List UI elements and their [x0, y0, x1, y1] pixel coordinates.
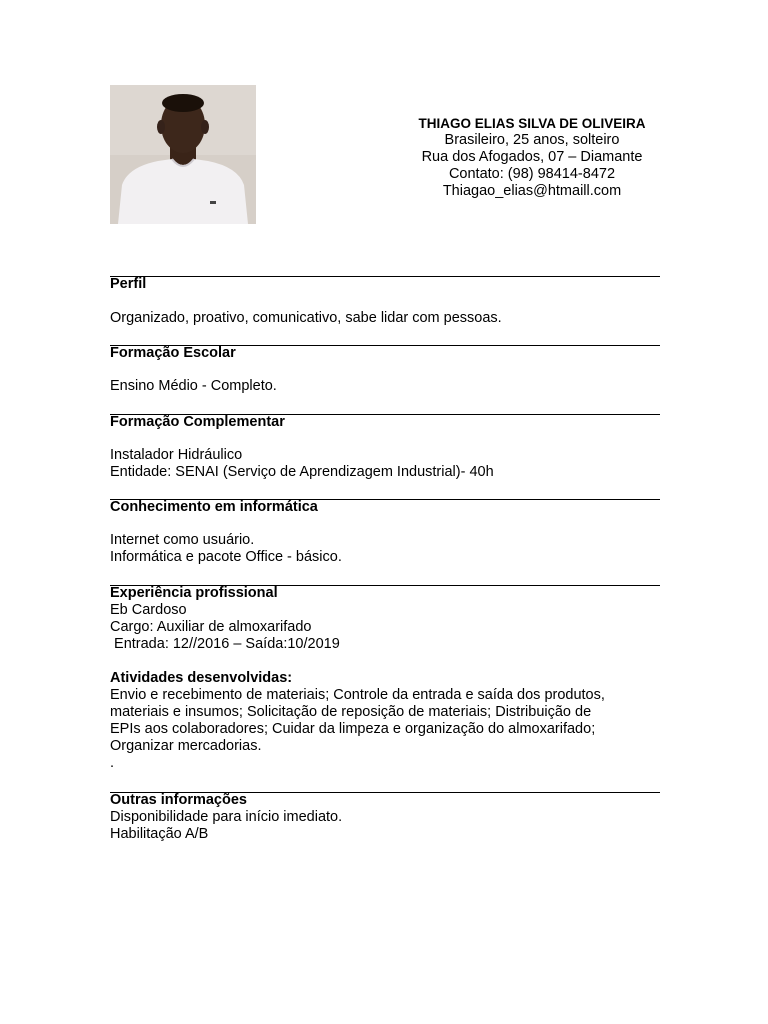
section-title: Formação Complementar	[110, 414, 285, 430]
section-formacao-escolar	[110, 345, 660, 395]
candidate-name: THIAGO ELIAS SILVA DE OLIVEIRA	[418, 116, 646, 131]
job-period: Entrada: 12//2016 – Saída:10/2019	[110, 636, 340, 652]
section-perfil	[110, 276, 660, 327]
trailing-dot: .	[110, 755, 115, 771]
section-outras-informacoes	[110, 792, 660, 843]
email: Thiagao_elias@htmaill.com	[442, 183, 622, 199]
section-title: Formação Escolar	[110, 345, 236, 361]
course-name: Instalador Hidráulico	[110, 447, 243, 463]
activities-text: materiais e insumos; Solicitação de reposição de materiais; Distribuição de	[110, 704, 592, 720]
section-title: Outras informações	[110, 792, 247, 808]
activities-text: Envio e recebimento de materiais; Controle da entrada e saída dos produtos,	[110, 687, 605, 703]
section-title: Perfil	[110, 276, 147, 292]
personal-info: Brasileiro, 25 anos, solteiro	[444, 132, 620, 148]
perfil-text: Organizado, proativo, comunicativo, sabe lidar com pessoas.	[110, 310, 502, 326]
section-title: Experiência profissional	[110, 585, 278, 601]
activities-text: Organizar mercadorias.	[110, 738, 262, 754]
address: Rua dos Afogados, 07 – Diamante	[421, 149, 643, 165]
section-informatica	[110, 499, 660, 566]
contact-header	[400, 115, 664, 200]
section-title: Conhecimento em informática	[110, 499, 318, 515]
course-entity: Entidade: SENAI (Serviço de Aprendizagem Industrial)- 40h	[110, 464, 494, 480]
section-formacao-complementar	[110, 414, 660, 481]
formacao-text: Ensino Médio - Completo.	[110, 378, 277, 394]
profile-photo	[110, 85, 256, 224]
job-role: Cargo: Auxiliar de almoxarifado	[110, 619, 312, 635]
informatica-item: Informática e pacote Office - básico.	[110, 549, 342, 565]
person-photo-icon	[110, 85, 256, 224]
activities-text: EPIs aos colaboradores; Cuidar da limpeza e organização do almoxarifado;	[110, 721, 596, 737]
phone-contact: Contato: (98) 98414-8472	[448, 166, 616, 182]
outras-item: Disponibilidade para início imediato.	[110, 809, 343, 825]
activities-title: Atividades desenvolvidas:	[110, 670, 293, 686]
informatica-item: Internet como usuário.	[110, 532, 255, 548]
company-name: Eb Cardoso	[110, 602, 187, 618]
section-experiencia	[110, 585, 660, 772]
outras-item: Habilitação A/B	[110, 826, 209, 842]
